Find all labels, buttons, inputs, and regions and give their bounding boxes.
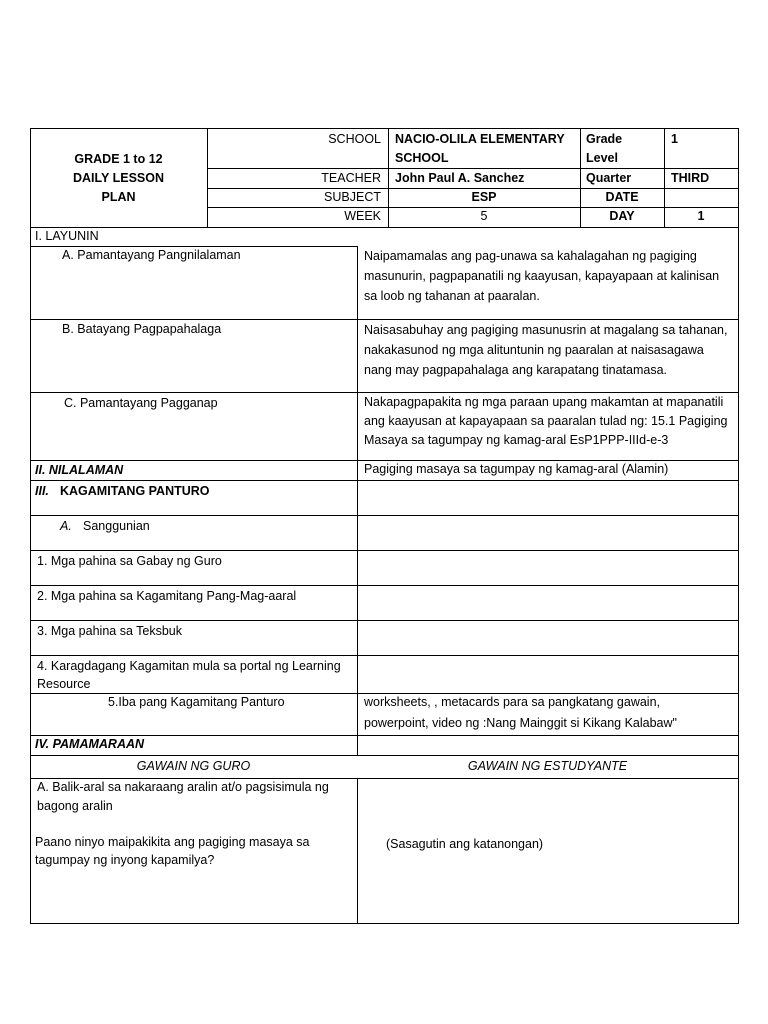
school-value-line-2: SCHOOL bbox=[395, 151, 449, 165]
student-answer: (Sasagutin ang katanongan) bbox=[386, 837, 544, 851]
pamantayang-pagganap-value: Nakapagpapakita ng mga paraan upang makamtan at mapanatili ang kaayusan at kapayapaan sa paaralan tulad ng: 15.1 Pagiging Masaya sa tagumpay ng kamag-aral EsP1PPP-IIId-e-3 bbox=[364, 395, 728, 447]
iba-pang-kagamitan-value-line-1: worksheets, , metacards para sa pangkatang gawain, bbox=[364, 695, 661, 709]
quarter-label: Quarter bbox=[586, 171, 632, 185]
nilalaman-value: Pagiging masaya sa tagumpay ng kamag-aral (Alamin) bbox=[364, 462, 669, 476]
date-label: DATE bbox=[605, 190, 639, 204]
week-label: WEEK bbox=[344, 209, 381, 223]
learning-resource-item-line-2: Resource bbox=[37, 677, 91, 691]
grade-label-line-1: Grade bbox=[586, 132, 623, 146]
day-value: 1 bbox=[697, 209, 705, 223]
title-line-3: PLAN bbox=[101, 190, 136, 204]
question-line-1: Paano ninyo maipakikita ang pagiging masaya sa bbox=[35, 835, 310, 849]
kagamitan-heading-text: KAGAMITANG PANTURO bbox=[60, 484, 210, 498]
teksbuk-item: 3. Mga pahina sa Teksbuk bbox=[37, 624, 183, 638]
subject-label: SUBJECT bbox=[324, 190, 381, 204]
balik-aral-line-2: bagong aralin bbox=[37, 799, 113, 813]
layunin-heading: I. LAYUNIN bbox=[35, 229, 99, 243]
week-value: 5 bbox=[480, 209, 488, 223]
school-label: SCHOOL bbox=[328, 132, 381, 146]
quarter-value: THIRD bbox=[671, 171, 710, 185]
sanggunian-text: Sanggunian bbox=[83, 519, 150, 533]
batayang-pagpapahalaga-value: Naisasabuhay ang pagiging masunusrin at magalang sa tahanan, nakakasunod ng mga alituntunin ng paaralan at naisasagawa nang may pagpapahalaga ang karapatang tinatamasa. bbox=[364, 323, 728, 377]
pamamaraan-heading: IV. PAMAMARAAN bbox=[35, 737, 145, 751]
pamantayang-pagganap-label: C. Pamantayang Pagganap bbox=[64, 396, 218, 410]
gawain-ng-estudyante-header: GAWAIN NG ESTUDYANTE bbox=[467, 759, 628, 773]
kagamitan-heading-num: III. bbox=[35, 484, 49, 498]
gawain-ng-guro-header: GAWAIN NG GURO bbox=[136, 759, 251, 773]
school-value-line-1: NACIO-OLILA ELEMENTARY bbox=[395, 132, 565, 146]
learning-resource-item-line-1: 4. Karagdagang Kagamitan mula sa portal ng Learning bbox=[37, 659, 341, 673]
pamantayang-pangnilalaman-value: Naipamamalas ang pag-unawa sa kahalagahan ng pagiging masunurin, pagpapanatili ng kaayusan, kapayapaan at kalinisan sa loob ng tahanan at paaralan. bbox=[364, 249, 720, 303]
subject-value: ESP bbox=[471, 190, 497, 204]
nilalaman-heading: II. NILALAMAN bbox=[35, 463, 124, 477]
batayang-pagpapahalaga-label: B. Batayang Pagpapahalaga bbox=[62, 322, 222, 336]
teacher-label: TEACHER bbox=[321, 171, 381, 185]
pamantayang-pangnilalaman-label: A. Pamantayang Pangnilalaman bbox=[62, 248, 241, 262]
iba-pang-kagamitan-value-line-2: powerpoint, video ng :Nang Mainggit si Kikang Kalabaw" bbox=[364, 716, 677, 730]
sanggunian-letter: A. bbox=[60, 519, 72, 533]
question-line-2: tagumpay ng inyong kapamilya? bbox=[35, 853, 215, 867]
balik-aral-line-1: A. Balik-aral sa nakaraang aralin at/o pagsisimula ng bbox=[37, 780, 329, 794]
title-line-2: DAILY LESSON bbox=[73, 171, 164, 185]
day-label: DAY bbox=[609, 209, 635, 223]
iba-pang-kagamitan-label: 5.Iba pang Kagamitang Panturo bbox=[108, 695, 285, 709]
grade-label-line-2: Level bbox=[586, 151, 618, 165]
kagamitang-pang-mag-aaral-item: 2. Mga pahina sa Kagamitang Pang-Mag-aaral bbox=[37, 589, 297, 603]
title-line-1: GRADE 1 to 12 bbox=[74, 152, 163, 166]
gabay-ng-guro-item: 1. Mga pahina sa Gabay ng Guro bbox=[37, 554, 222, 568]
teacher-value: John Paul A. Sanchez bbox=[395, 171, 525, 185]
grade-value: 1 bbox=[671, 132, 678, 146]
